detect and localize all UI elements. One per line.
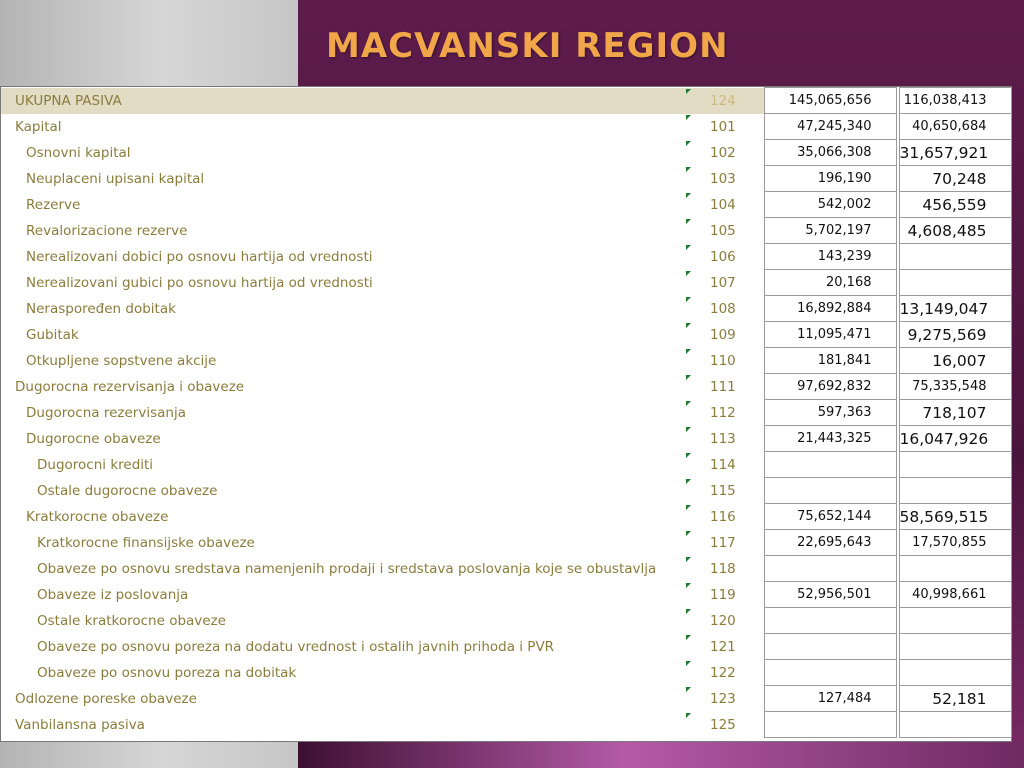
slide-title: MACVANSKI REGION — [326, 26, 729, 66]
aop-code: 119 — [686, 582, 764, 608]
cell-marker-icon — [686, 505, 691, 510]
value-current: 196,190 — [764, 166, 896, 192]
table-row — [1, 400, 1011, 426]
value-current: 20,168 — [764, 270, 896, 296]
row-label: Ostale kratkorocne obaveze — [37, 612, 226, 629]
row-label: Gubitak — [26, 326, 79, 343]
table-row — [1, 114, 1011, 140]
cell-marker-icon — [686, 531, 691, 536]
table-row — [1, 452, 1011, 478]
value-previous: 718,107 — [899, 400, 1011, 426]
row-label: Nerealizovani dobici po osnovu hartija od vrednosti — [26, 248, 373, 265]
table-row — [1, 608, 1011, 634]
value-previous: 116,038,413 — [899, 88, 1011, 114]
row-label: Kratkorocne finansijske obaveze — [37, 534, 255, 551]
row-label: Dugorocne obaveze — [26, 430, 161, 447]
row-label: Neuplaceni upisani kapital — [26, 170, 205, 187]
value-current: 542,002 — [764, 192, 896, 218]
value-current: 35,066,308 — [764, 140, 896, 166]
aop-code: 124 — [686, 88, 764, 114]
table-row — [1, 348, 1011, 374]
value-previous: 70,248 — [899, 166, 1011, 192]
cell-marker-icon — [686, 323, 691, 328]
aop-code: 104 — [686, 192, 764, 218]
aop-code: 110 — [686, 348, 764, 374]
row-label: Obaveze iz poslovanja — [37, 586, 189, 603]
row-label: Otkupljene sopstvene akcije — [26, 352, 217, 369]
table-row — [1, 322, 1011, 348]
aop-code: 105 — [686, 218, 764, 244]
aop-code: 115 — [686, 478, 764, 504]
value-previous — [899, 712, 1011, 738]
aop-code: 114 — [686, 452, 764, 478]
table-row — [1, 504, 1011, 530]
row-label: Neraspoređen dobitak — [26, 300, 176, 317]
aop-code: 102 — [686, 140, 764, 166]
aop-code: 101 — [686, 114, 764, 140]
row-label: Dugorocna rezervisanja — [26, 404, 186, 421]
row-label: Dugorocni krediti — [37, 456, 154, 473]
value-previous: 456,559 — [899, 192, 1011, 218]
cell-marker-icon — [686, 635, 691, 640]
value-previous — [899, 660, 1011, 686]
row-label: Obaveze po osnovu sredstava namenjenih prodaji i sredstava poslovanja koje se obustavlja — [37, 560, 657, 577]
value-previous: 40,998,661 — [899, 582, 1011, 608]
aop-code: 108 — [686, 296, 764, 322]
value-current — [764, 712, 896, 738]
cell-marker-icon — [686, 583, 691, 588]
value-previous — [899, 452, 1011, 478]
value-current: 597,363 — [764, 400, 896, 426]
aop-code: 125 — [686, 712, 764, 738]
aop-code: 123 — [686, 686, 764, 712]
row-label: Obaveze po osnovu poreza na dodatu vrednost i ostalih javnih prihoda i PVR — [37, 638, 555, 655]
table-row — [1, 634, 1011, 660]
cell-marker-icon — [686, 89, 691, 94]
value-current: 97,692,832 — [764, 374, 896, 400]
cell-marker-icon — [686, 479, 691, 484]
row-label: Vanbilansna pasiva — [15, 716, 145, 733]
value-current — [764, 634, 896, 660]
aop-code: 113 — [686, 426, 764, 452]
table-row — [1, 426, 1011, 452]
value-previous — [899, 556, 1011, 582]
value-previous — [899, 608, 1011, 634]
cell-marker-icon — [686, 245, 691, 250]
cell-marker-icon — [686, 609, 691, 614]
row-label: Nerealizovani gubici po osnovu hartija od vrednosti — [26, 274, 373, 291]
row-label: Dugorocna rezervisanja i obaveze — [15, 378, 245, 395]
value-current: 145,065,656 — [764, 88, 896, 114]
value-previous: 17,570,855 — [899, 530, 1011, 556]
row-label: UKUPNA PASIVA — [1, 88, 686, 114]
value-previous: 16,007 — [899, 348, 1011, 374]
value-current — [764, 660, 896, 686]
table-row — [1, 686, 1011, 712]
cell-marker-icon — [686, 219, 691, 224]
table-row — [1, 270, 1011, 296]
table-row — [1, 530, 1011, 556]
aop-code: 111 — [686, 374, 764, 400]
value-current — [764, 478, 896, 504]
table-row — [1, 556, 1011, 582]
value-current — [764, 608, 896, 634]
value-previous — [899, 478, 1011, 504]
row-label: Ostale dugorocne obaveze — [37, 482, 218, 499]
value-previous: 58,569,515 — [899, 504, 1011, 530]
table-row — [1, 166, 1011, 192]
table-row — [1, 374, 1011, 400]
value-previous — [899, 244, 1011, 270]
cell-marker-icon — [686, 375, 691, 380]
table-row — [1, 218, 1011, 244]
aop-code: 121 — [686, 634, 764, 660]
table-row — [1, 140, 1011, 166]
value-current: 52,956,501 — [764, 582, 896, 608]
value-previous: 75,335,548 — [899, 374, 1011, 400]
aop-code: 117 — [686, 530, 764, 556]
table-row-ukupna-pasiva — [1, 88, 1011, 114]
balance-sheet-table — [0, 86, 1012, 742]
cell-marker-icon — [686, 401, 691, 406]
value-current — [764, 452, 896, 478]
table-row — [1, 712, 1011, 738]
row-label: Kratkorocne obaveze — [26, 508, 169, 525]
row-label: Revalorizacione rezerve — [26, 222, 188, 239]
table-row — [1, 582, 1011, 608]
value-previous: 4,608,485 — [899, 218, 1011, 244]
row-label: Osnovni kapital — [26, 144, 131, 161]
table-row — [1, 478, 1011, 504]
aop-code: 106 — [686, 244, 764, 270]
aop-code: 107 — [686, 270, 764, 296]
value-current: 21,443,325 — [764, 426, 896, 452]
table-row — [1, 192, 1011, 218]
aop-code: 109 — [686, 322, 764, 348]
value-current: 47,245,340 — [764, 114, 896, 140]
table-row — [1, 296, 1011, 322]
value-previous: 13,149,047 — [899, 296, 1011, 322]
table-row — [1, 244, 1011, 270]
cell-marker-icon — [686, 687, 691, 692]
value-current: 22,695,643 — [764, 530, 896, 556]
aop-code: 103 — [686, 166, 764, 192]
aop-code: 122 — [686, 660, 764, 686]
cell-marker-icon — [686, 713, 691, 718]
row-label: Obaveze po osnovu poreza na dobitak — [37, 664, 297, 681]
value-current: 5,702,197 — [764, 218, 896, 244]
aop-code: 120 — [686, 608, 764, 634]
cell-marker-icon — [686, 557, 691, 562]
cell-marker-icon — [686, 271, 691, 276]
value-previous: 52,181 — [899, 686, 1011, 712]
row-label: Odlozene poreske obaveze — [15, 690, 197, 707]
value-previous: 40,650,684 — [899, 114, 1011, 140]
value-current: 143,239 — [764, 244, 896, 270]
cell-marker-icon — [686, 453, 691, 458]
cell-marker-icon — [686, 141, 691, 146]
value-previous: 31,657,921 — [899, 140, 1011, 166]
row-label: Rezerve — [26, 196, 81, 213]
value-current: 127,484 — [764, 686, 896, 712]
value-current: 11,095,471 — [764, 322, 896, 348]
cell-marker-icon — [686, 193, 691, 198]
aop-code: 118 — [686, 556, 764, 582]
value-current: 75,652,144 — [764, 504, 896, 530]
aop-code: 112 — [686, 400, 764, 426]
table-row — [1, 660, 1011, 686]
value-previous — [899, 634, 1011, 660]
value-previous — [899, 270, 1011, 296]
value-previous: 16,047,926 — [899, 426, 1011, 452]
value-current — [764, 556, 896, 582]
cell-marker-icon — [686, 167, 691, 172]
cell-marker-icon — [686, 297, 691, 302]
aop-code: 116 — [686, 504, 764, 530]
cell-marker-icon — [686, 661, 691, 666]
bottom-decorative-band — [298, 742, 1024, 768]
value-current: 16,892,884 — [764, 296, 896, 322]
value-previous: 9,275,569 — [899, 322, 1011, 348]
value-current: 181,841 — [764, 348, 896, 374]
row-label: Kapital — [15, 118, 62, 135]
cell-marker-icon — [686, 115, 691, 120]
cell-marker-icon — [686, 349, 691, 354]
cell-marker-icon — [686, 427, 691, 432]
